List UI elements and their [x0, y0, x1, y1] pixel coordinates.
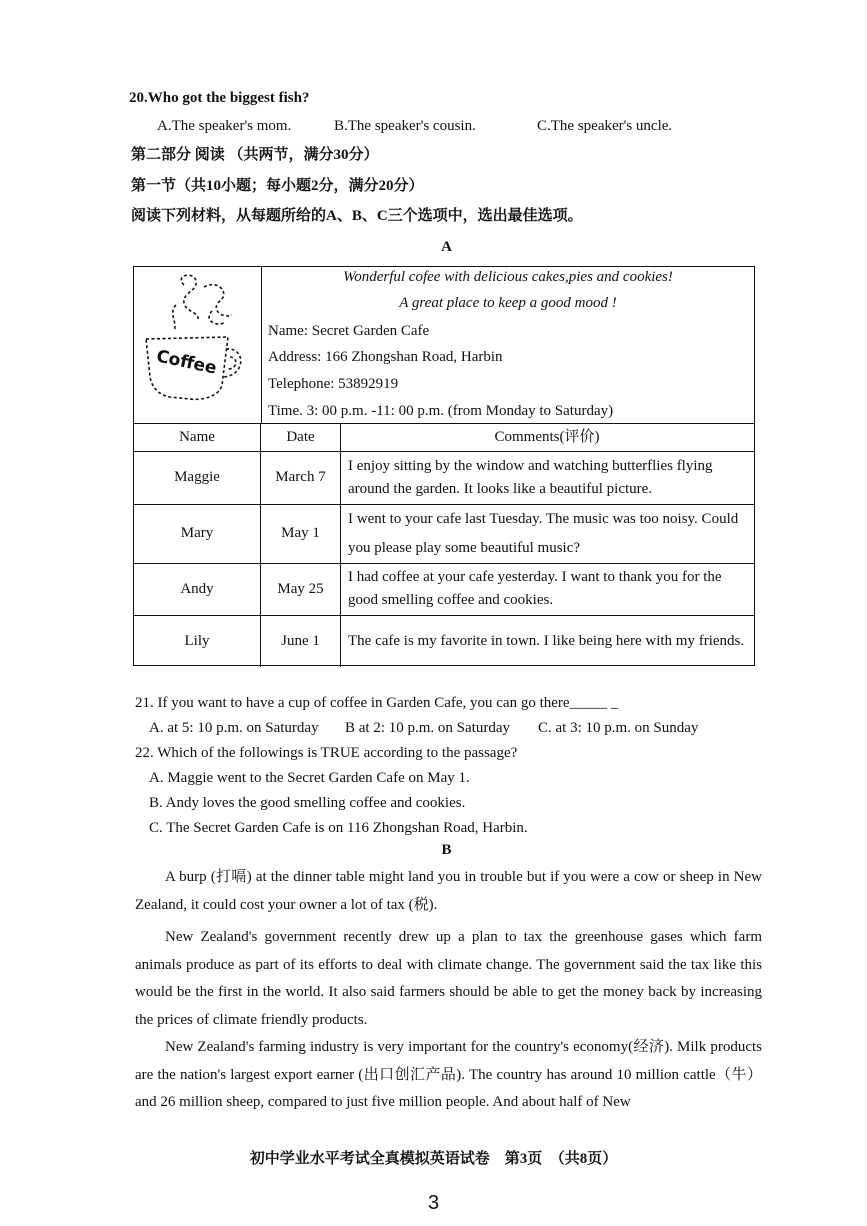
- logo-text: Coffee: [154, 346, 219, 379]
- header-comments: Comments(评价): [494, 428, 600, 445]
- table-row: [134, 504, 754, 564]
- passage-b-paragraph-1: A burp (打嗝) at the dinner table might land you in trouble but if you were a cow or sheep in New Zealand, it could cost your owner a lot of tax (税).: [135, 869, 762, 913]
- cafe-name: Name: Secret Garden Cafe: [268, 323, 430, 339]
- passage-a-letter: A: [441, 239, 452, 255]
- cafe-hours: Time. 3: 00 p.m. -11: 00 p.m. (from Monday to Saturday): [268, 403, 614, 419]
- part2-title: 第二部分 阅读 （共两节，满分30分）: [131, 147, 379, 163]
- q20-question: 20.Who got the biggest fish?: [129, 90, 310, 106]
- q20-option-a: A.The speaker's mom.: [157, 118, 292, 134]
- coffee-cup-logo: [134, 267, 262, 423]
- cafe-telephone: Telephone: 53892919: [268, 376, 399, 392]
- row-date: May 25: [261, 563, 341, 615]
- section1-title: 第一节（共10小题；每小题2分，满分20分）: [131, 178, 424, 194]
- row-name: Mary: [134, 504, 261, 563]
- page-footer: 初中学业水平考试全真模拟英语试卷 第3页 （共8页）: [249, 1151, 618, 1167]
- cafe-table: [133, 266, 755, 666]
- row-date: March 7: [261, 451, 341, 504]
- q21-option-a: A. at 5: 10 p.m. on Saturday: [149, 720, 319, 736]
- table-header-row: [134, 423, 754, 452]
- page-number: 3: [427, 1192, 440, 1214]
- row-comment: I had coffee at your cafe yesterday. I want to thank you for the good smelling coffee and cookies.: [348, 569, 722, 608]
- slogan-line-2: A great place to keep a good mood !: [399, 295, 617, 311]
- table-row: [134, 563, 754, 616]
- row-name: Andy: [134, 563, 261, 615]
- q22-question: 22. Which of the followings is TRUE according to the passage?: [135, 745, 518, 761]
- coffee-cup-icon: [134, 267, 261, 423]
- row-date: May 1: [261, 504, 341, 563]
- q20-option-c: C.The speaker's uncle.: [537, 118, 673, 134]
- row-comment: I went to your cafe last Tuesday. The music was too noisy. Could you please play some beautiful music?: [348, 510, 739, 556]
- row-name: Lily: [134, 615, 261, 667]
- comments-table: [134, 423, 754, 665]
- q21-option-b: B at 2: 10 p.m. on Saturday: [345, 720, 510, 736]
- table-row: [134, 615, 754, 667]
- slogan-line-1: Wonderful cofee with delicious cakes,pies and cookies!: [343, 269, 673, 285]
- header-name: Name: [134, 423, 261, 451]
- passage-b-paragraph-3: New Zealand's farming industry is very important for the country's economy(经济). Milk products are the nation's largest export earner (出口创汇产品). The country has around 10 million cattle（牛） and 26 million sheep, compared to just five million people. And about half of New: [135, 1039, 762, 1110]
- reading-instruction: 阅读下列材料，从每题所给的A、B、C三个选项中，选出最佳选项。: [131, 208, 583, 224]
- header-date: Date: [261, 423, 341, 451]
- table-row: [134, 451, 754, 505]
- row-date: June 1: [261, 615, 341, 667]
- row-name: Maggie: [134, 451, 261, 504]
- q21-option-c: C. at 3: 10 p.m. on Sunday: [538, 720, 699, 736]
- q20-option-b: B.The speaker's cousin.: [334, 118, 476, 134]
- passage-b-paragraph-2: New Zealand's government recently drew up a plan to tax the greenhouse gases which farm animals produce as part of its efforts to deal with climate change. The government said the tax like this would be the first in the world. It also said farmers should be able to get the money back by increasing the prices of climate friendly products.: [135, 929, 762, 1028]
- q22-option-c: C. The Secret Garden Cafe is on 116 Zhongshan Road, Harbin.: [149, 820, 528, 836]
- q21-question: 21. If you want to have a cup of coffee in Garden Cafe, you can go there_____ _: [135, 695, 619, 711]
- passage-b-letter: B: [441, 842, 452, 858]
- cafe-info: [262, 267, 754, 423]
- cafe-address: Address: 166 Zhongshan Road, Harbin: [268, 349, 503, 365]
- q22-option-b: B. Andy loves the good smelling coffee and cookies.: [149, 795, 466, 811]
- cafe-header: [134, 267, 754, 424]
- row-comment: The cafe is my favorite in town. I like being here with my friends.: [348, 632, 745, 649]
- row-comment: I enjoy sitting by the window and watching butterflies flying around the garden. It looks like a beautiful picture.: [348, 457, 713, 497]
- q22-option-a: A. Maggie went to the Secret Garden Cafe on May 1.: [149, 770, 470, 786]
